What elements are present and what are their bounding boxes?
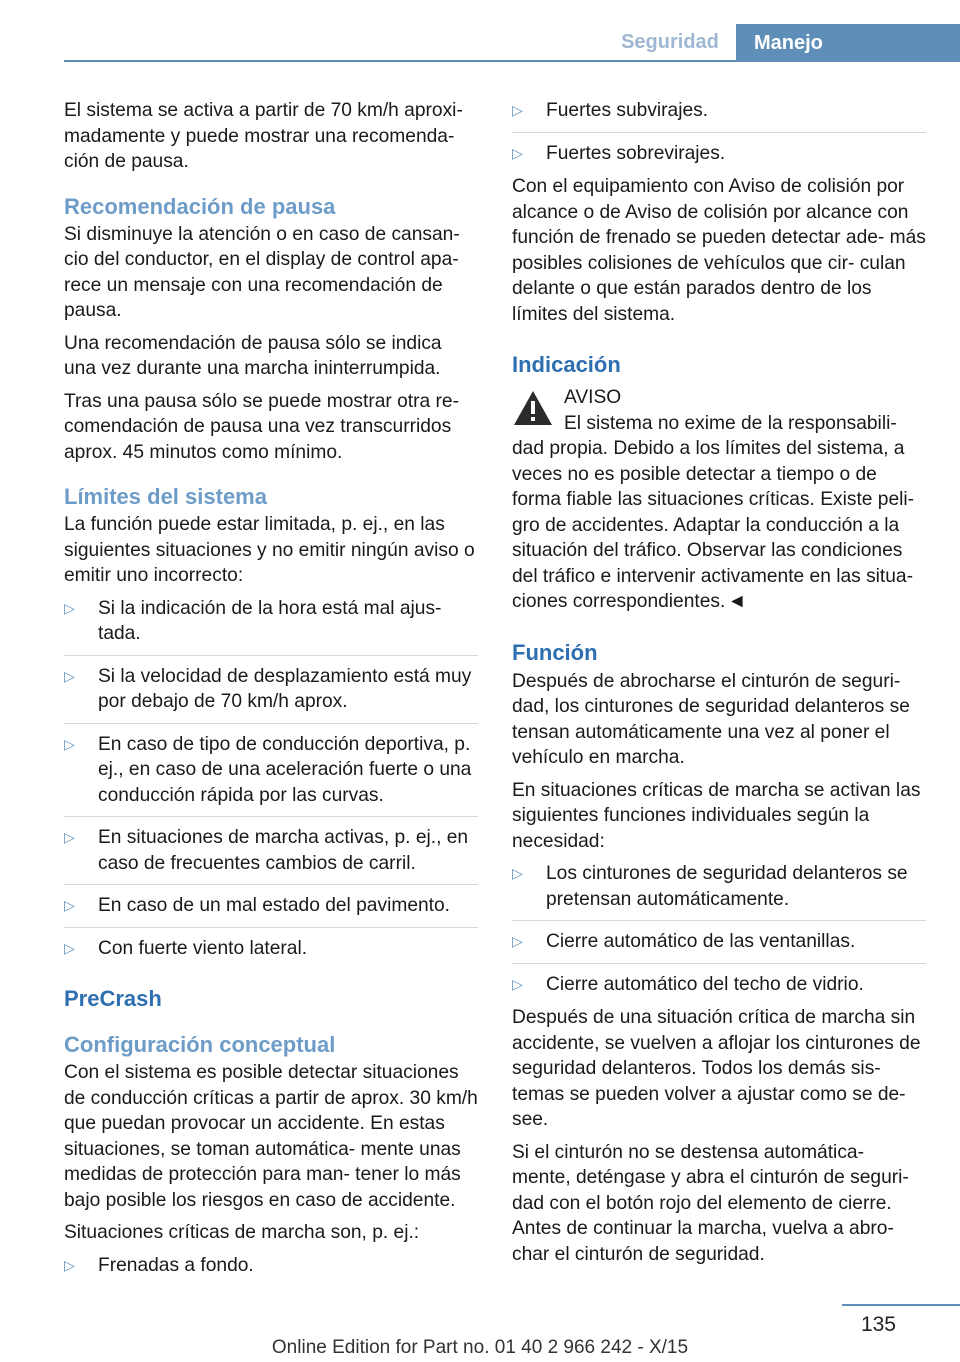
triangle-bullet-icon: ▷ [512, 975, 523, 992]
end-marker-icon: ◄ [727, 591, 747, 612]
heading-recomendacion: Recomendación de pausa [64, 193, 336, 219]
warning-box [512, 385, 926, 615]
warning-text: dad propia. Debido a los límites del sistema, a veces no es posible detectar a tiempo o de forma fiable las situaciones críticas. Existe peli‐ gro de accidentes. Adaptar la conducción a la situación del tráfico. Observar las condiciones del tráfico e intervenir activamente en las situa‐ ciones correspondientes. ◄ [512, 438, 915, 612]
triangle-bullet-icon: ▷ [512, 865, 523, 881]
tab-seguridad[interactable]: Seguridad [621, 30, 719, 53]
paragraph: Situaciones críticas de marcha son, p. ej.: [64, 1222, 420, 1243]
triangle-bullet-icon: ▷ [64, 897, 75, 913]
heading-limites: Límites del sistema [64, 484, 267, 509]
triangle-bullet-icon: ▷ [512, 144, 523, 161]
list-item: ▷ Con fuerte viento lateral. [64, 936, 478, 962]
paragraph: Con el sistema es posible detectar situaciones de conducción críticas a partir de aprox. 30 km/h que puedan provocar un accidente. En estas situaciones, se toman automática‐ mente unas medidas de protección para man‐ tener lo más bajo posible los riesgos en caso de accidente. [64, 1062, 478, 1211]
list-item: ▷ Cierre automático de las ventanillas. [512, 929, 926, 964]
triangle-bullet-icon: ▷ [64, 829, 75, 845]
list-item: ▷ Frenadas a fondo. [64, 1253, 478, 1279]
triangle-bullet-icon: ▷ [512, 933, 523, 949]
continued-list [512, 98, 926, 166]
paragraph: La función puede estar limitada, p. ej., en las siguientes situaciones y no emitir ningún aviso o emitir uno incorrecto: [64, 514, 475, 586]
triangle-bullet-icon: ▷ [64, 939, 75, 956]
list-item: ▷ Si la velocidad de desplazamiento está muy por debajo de 70 km/h aprox. [64, 664, 478, 724]
triangle-bullet-icon: ▷ [64, 599, 75, 616]
heading-precrash: PreCrash [64, 986, 162, 1011]
triangle-bullet-icon: ▷ [64, 1256, 75, 1273]
heading-indicacion: Indicación [512, 352, 621, 377]
list-item: ▷ Fuertes sobrevirajes. [512, 141, 926, 167]
list-item: ▷ Si la indicación de la hora está mal ajus‐ tada. [64, 596, 478, 656]
list-item: ▷ Los cinturones de seguridad delanteros se pretensan automáticamente. [512, 861, 926, 921]
list-item: ▷ En caso de tipo de conducción deportiva, p. ej., en caso de una aceleración fuerte o una conducción rápida por las curvas. [64, 732, 478, 818]
paragraph: Si disminuye la atención o en caso de cansan‐ cio del conductor, en el display de control apa‐ rece un mensaje con una recomendación de pausa. [64, 223, 460, 321]
left-column [64, 98, 478, 1286]
edition-footer: Online Edition for Part no. 01 40 2 966 242 - X/15 [271, 1337, 689, 1358]
paragraph: Tras una pausa sólo se puede mostrar otra re‐ comendación de pausa una vez transcurridos aprox. 45 minutos como mínimo. [64, 390, 459, 463]
heading-configuracion: Configuración conceptual [64, 1032, 336, 1057]
config-list [64, 1253, 478, 1279]
page-number: 135 [860, 1313, 896, 1336]
intro-paragraph: El sistema se activa a partir de 70 km/h aproxi‐ madamente y puede mostrar una recomenda‐ ción de pausa. [64, 100, 463, 172]
warning-title: AVISO [564, 387, 622, 408]
paragraph: Si el cinturón no se destensa automática‐ mente, deténgase y abra el cinturón de seguri‐ dad con el botón rojo del elemento de cierre. Antes de continuar la marcha, vuelva a abro‐ char el cinturón de seguridad. [512, 1141, 909, 1265]
list-item: ▷ En situaciones de marcha activas, p. ej., en caso de frecuentes cambios de carril. [64, 825, 478, 885]
paragraph: Una recomendación de pausa sólo se indica una vez durante una marcha ininterrumpida. [64, 332, 442, 379]
tab-manejo[interactable]: Manejo [736, 24, 960, 62]
list-item: ▷ Fuertes subvirajes. [512, 98, 926, 133]
warning-triangle-icon [512, 389, 554, 427]
triangle-bullet-icon: ▷ [64, 667, 75, 684]
triangle-bullet-icon: ▷ [512, 102, 523, 118]
right-column [512, 98, 926, 1274]
list-item: ▷ En caso de un mal estado del pavimento. [64, 893, 478, 928]
warning-text-first-line: El sistema no exime de la responsabili‐ [564, 412, 897, 434]
heading-funcion: Función [512, 639, 598, 665]
paragraph: Con el equipamiento con Aviso de colisión por alcance o de Aviso de colisión por alcance con función de frenado se pueden detectar ade‐ más posibles colisiones de vehículos que cir‐ culan delante o que están parados dentro de los límites del sistema. [512, 176, 926, 325]
triangle-bullet-icon: ▷ [64, 735, 75, 752]
paragraph: Después de abrocharse el cinturón de seguri‐ dad, los cinturones de seguridad delanteros se tensan automáticamente una vez al poner el vehículo en marcha. [512, 670, 910, 768]
footer-rule [842, 1304, 960, 1306]
paragraph: En situaciones críticas de marcha se activan las siguientes funciones individuales según la necesidad: [512, 779, 921, 852]
list-item: ▷ Cierre automático del techo de vidrio. [512, 972, 926, 998]
paragraph: Después de una situación crítica de marcha sin accidente, se vuelven a aflojar los cinturones de seguridad delanteros. Todos los demás sis‐ temas se pueden volver a ajustar como se de‐ see. [512, 1007, 921, 1130]
limites-list [64, 596, 478, 962]
funcion-list [512, 861, 926, 997]
header-rule [64, 60, 960, 62]
